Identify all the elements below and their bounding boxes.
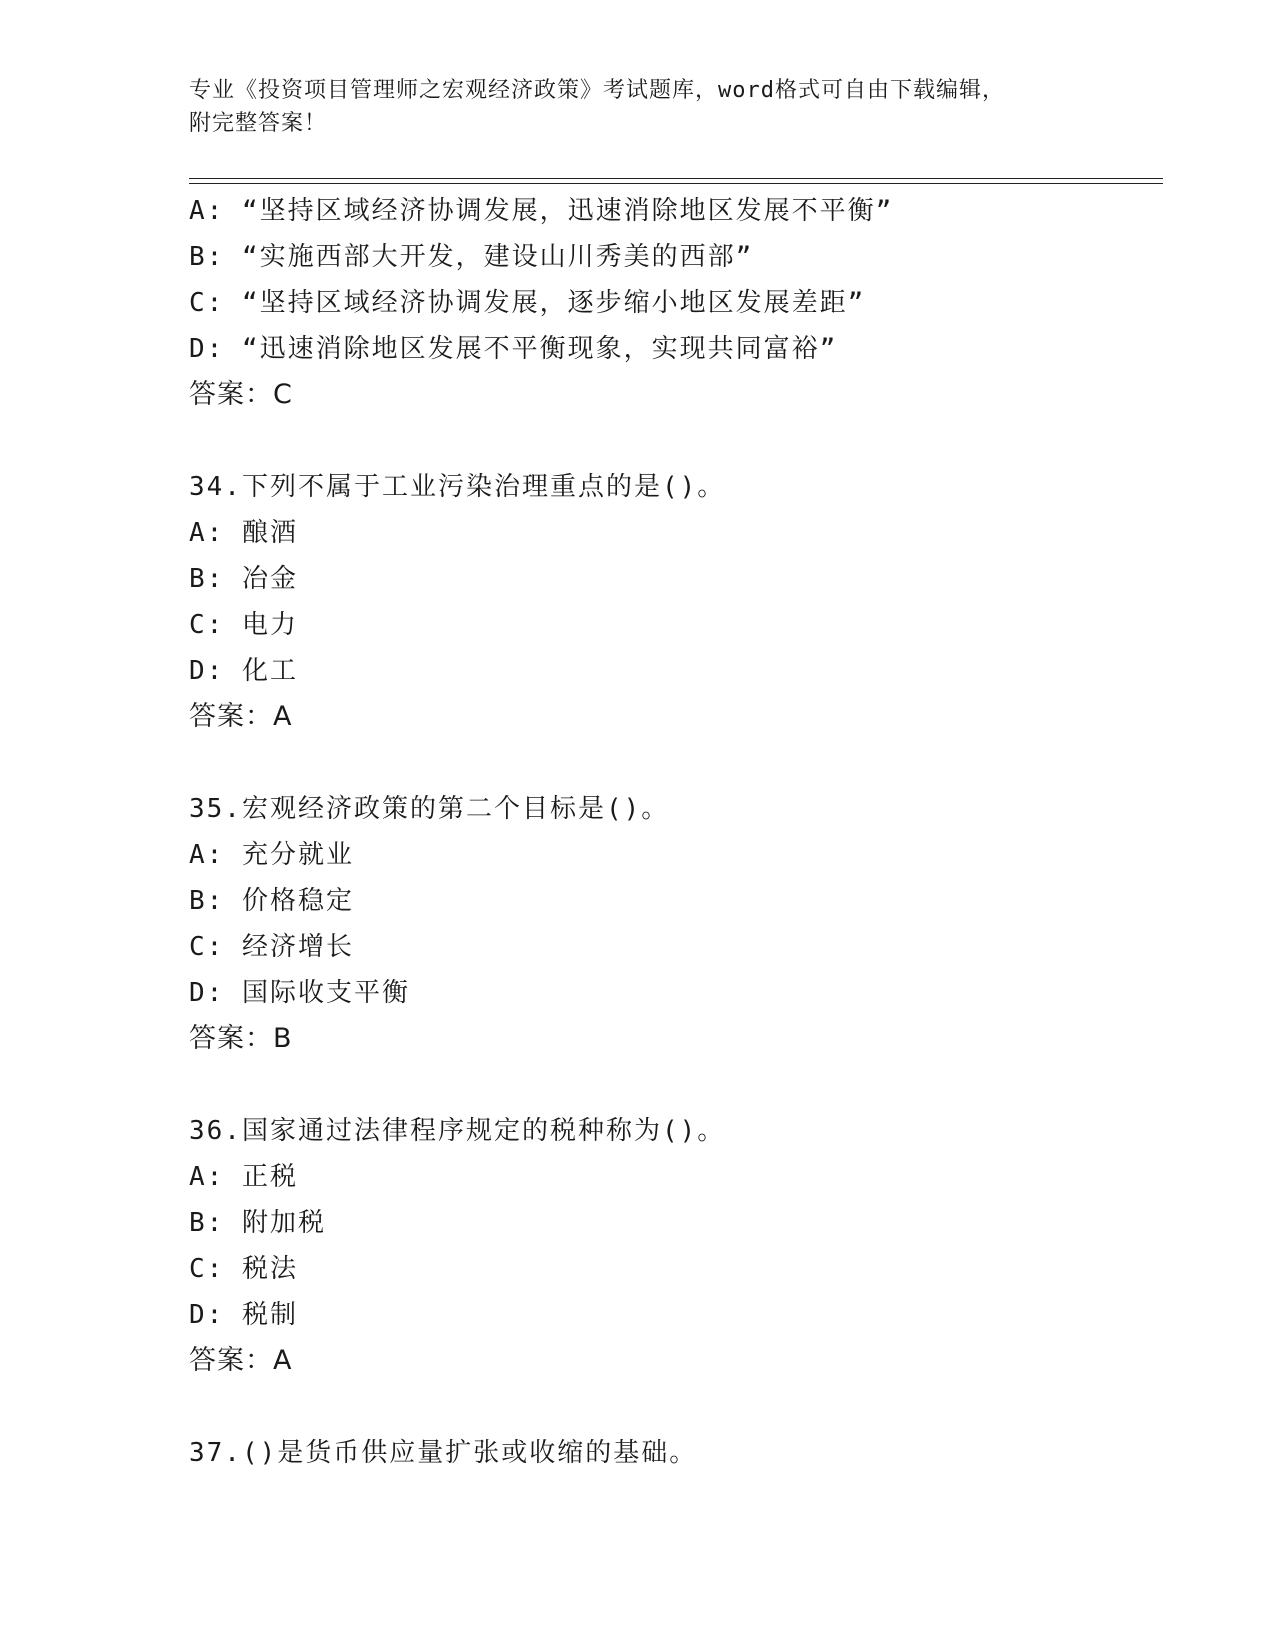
question-block-37	[189, 1430, 1163, 1476]
header-divider-bottom	[189, 183, 1163, 184]
spacer	[189, 740, 1163, 786]
option-d: D: 国际收支平衡	[189, 978, 410, 1008]
option-d: D: 化工	[189, 656, 298, 686]
option-b: B: 附加税	[189, 1208, 326, 1238]
document-header	[189, 74, 1089, 140]
header-divider-top	[189, 178, 1163, 179]
option-a: A: 正税	[189, 1162, 298, 1192]
option-b: B: “实施西部大开发，建设山川秀美的西部”	[189, 242, 754, 272]
option-a: A: 酿酒	[189, 518, 298, 548]
header-line-2: 附完整答案！	[189, 111, 328, 136]
question-list	[189, 188, 1163, 1476]
spacer	[189, 418, 1163, 464]
option-c: C: 经济增长	[189, 932, 354, 962]
header-line-1: 专业《投资项目管理师之宏观经济政策》考试题库，word格式可自由下载编辑，	[189, 78, 1005, 103]
question-text: 34.下列不属于工业污染治理重点的是()。	[189, 472, 726, 502]
question-block-36	[189, 1108, 1163, 1384]
option-c: C: “坚持区域经济协调发展，逐步缩小地区发展差距”	[189, 288, 866, 318]
question-block-33	[189, 188, 1163, 418]
question-text: 35.宏观经济政策的第二个目标是()。	[189, 794, 670, 824]
question-text: 37.()是货币供应量扩张或收缩的基础。	[189, 1438, 698, 1468]
answer-line: 答案：C	[189, 379, 293, 410]
answer-line: 答案：A	[189, 701, 293, 732]
answer-line: 答案：B	[189, 1023, 293, 1054]
option-a: A: 充分就业	[189, 840, 354, 870]
answer-line: 答案：A	[189, 1345, 293, 1376]
option-d: D: 税制	[189, 1300, 298, 1330]
option-b: B: 价格稳定	[189, 886, 354, 916]
option-c: C: 电力	[189, 610, 298, 640]
spacer	[189, 1384, 1163, 1430]
option-b: B: 冶金	[189, 564, 298, 594]
option-d: D: “迅速消除地区发展不平衡现象，实现共同富裕”	[189, 334, 838, 364]
option-c: C: 税法	[189, 1254, 298, 1284]
question-block-35	[189, 786, 1163, 1062]
spacer	[189, 1062, 1163, 1108]
question-text: 36.国家通过法律程序规定的税种称为()。	[189, 1116, 726, 1146]
question-block-34	[189, 464, 1163, 740]
option-a: A: “坚持区域经济协调发展，迅速消除地区发展不平衡”	[189, 196, 894, 226]
